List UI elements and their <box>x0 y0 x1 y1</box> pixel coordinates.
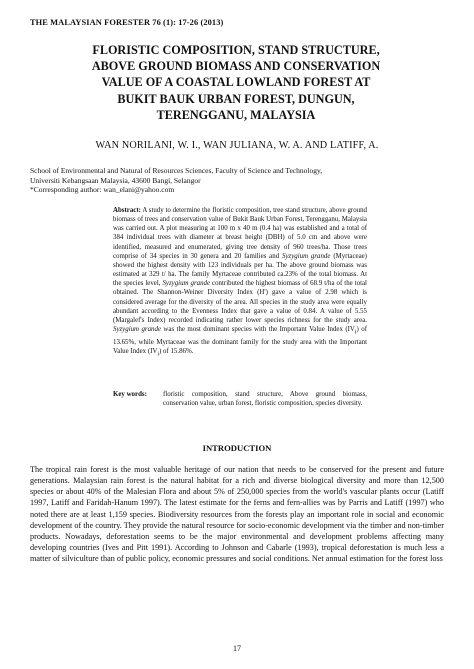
title-line: TERENGGANU, MALAYSIA <box>156 107 316 122</box>
title-line: FLORISTIC COMPOSITION, STAND STRUCTURE, <box>92 43 380 57</box>
species-name: Syzygium grande <box>162 280 211 288</box>
affiliation-line: Universiti Kebangsaan Malaysia, 43600 Bangi, Selangor <box>30 175 201 185</box>
title-line: VALUE OF A COASTAL LOWLAND FOREST AT <box>101 75 371 90</box>
keywords-label: Key words: <box>113 391 147 398</box>
affiliation <box>30 166 322 195</box>
species-name: Syzygium grande <box>113 326 161 334</box>
introduction-paragraph: The tropical rain forest is the most valuable heritage of our nation that needs to be conserved for the present and future generations. Malaysian rain forest is the natural habitat for a rich and diverse biological diversity and more than 12,500 species or about 40% of the Malesian Flora and about 5% of 250,000 species from the world's vascular plants occur (Latiff 1997, Latiff and Faridah-Hanum 1997). The latest estimate for the ferns and fern-allies was by Parris and Latiff (1997) who noted there are at least 1,159 species. Biodiversity resources from the forests play an important role in social and economic development of the country. They provide the natural resource for socio-economic development via the timber and non-timber products. Nowadays, deforestation seems to be the major environmental and development problems affecting many developing countries (Ives and Pitt 1991). According to Johnson and Cabarle (1993), tropical deforestation is much less a matter of silviculture than of public policy, economic pressures and social conditions. Net annual estimation for the forest loss <box>30 465 444 564</box>
abstract-text: contributed the highest biomass of 68.9 t/ha of the total obtained. The Shannon-Weiner Diversity Index (H') gave a value of 2.98 which is considered average for the diversity of the area. All species in the study area were equally abundant according to the Evenness Index that gave a value of 0.84. A value of 5.55 (Margalef's Index) recorded indicating rather lower species richness for the study area. <box>113 280 367 324</box>
section-heading: INTRODUCTION <box>202 443 272 453</box>
affiliation-line: School of Environmental and Natural of Resources Sciences, Faculty of Science and Technology, <box>30 166 323 175</box>
journal-header: THE MALAYSIAN FORESTER 76 (1): 17-26 (2013) <box>30 18 224 27</box>
abstract <box>113 206 367 359</box>
subscript: i <box>157 351 159 358</box>
author-list: WAN NORILANI, W. I., WAN JULIANA, W. A. AND LATIFF, A. <box>95 140 379 151</box>
title-line: ABOVE GROUND BIOMASS AND CONSERVATION <box>91 59 381 74</box>
abstract-text: (Myrtaceae) showed the highest density with 123 individuals per ha. The above ground biomass was estimated at 329 t/ ha. The family Myrtaceae contributed ca.23% of the total biomass. At the species level, <box>113 252 367 288</box>
keywords-text: floristic composition, stand structure, Above ground biomass, conservation value, urban forest, floristic composition, species diversity. <box>163 391 367 408</box>
corresponding-author: *Corresponding author: wan_elani@yahoo.com <box>30 185 175 195</box>
abstract-text: ) of 15.86%. <box>159 347 194 355</box>
abstract-label: Abstract: <box>113 207 141 214</box>
abstract-text: ) of 13.65%, while Myrtaceae was the dominant family for the study area with the Important Value Index (IV <box>113 326 367 355</box>
title-line: BUKIT BAUK URBAN FOREST, DUNGUN, <box>117 91 355 106</box>
subscript: i <box>354 329 357 336</box>
article-title <box>50 42 422 123</box>
abstract-text: A study to determine the floristic composition, tree stand structure, above ground biomass of trees and conservation value of Bukit Bauk Urban Forest, Terengganu, Malaysia was carried out. A plot measuring at 100 m x 40 m (0.4 ha) was established and a total of 384 individual trees with diameter at breast height (DBH) of 5.0 cm and above were identified, measured and enumerated, giving tree density of 960 trees/ha. Those trees comprise of 34 species in 30 genera and 20 families and <box>113 207 367 260</box>
abstract-text: was the most dominant species with the Important Value Index (IV <box>160 326 355 334</box>
page-number: 17 <box>233 644 241 653</box>
species-name: Syzygium grande <box>282 252 331 260</box>
